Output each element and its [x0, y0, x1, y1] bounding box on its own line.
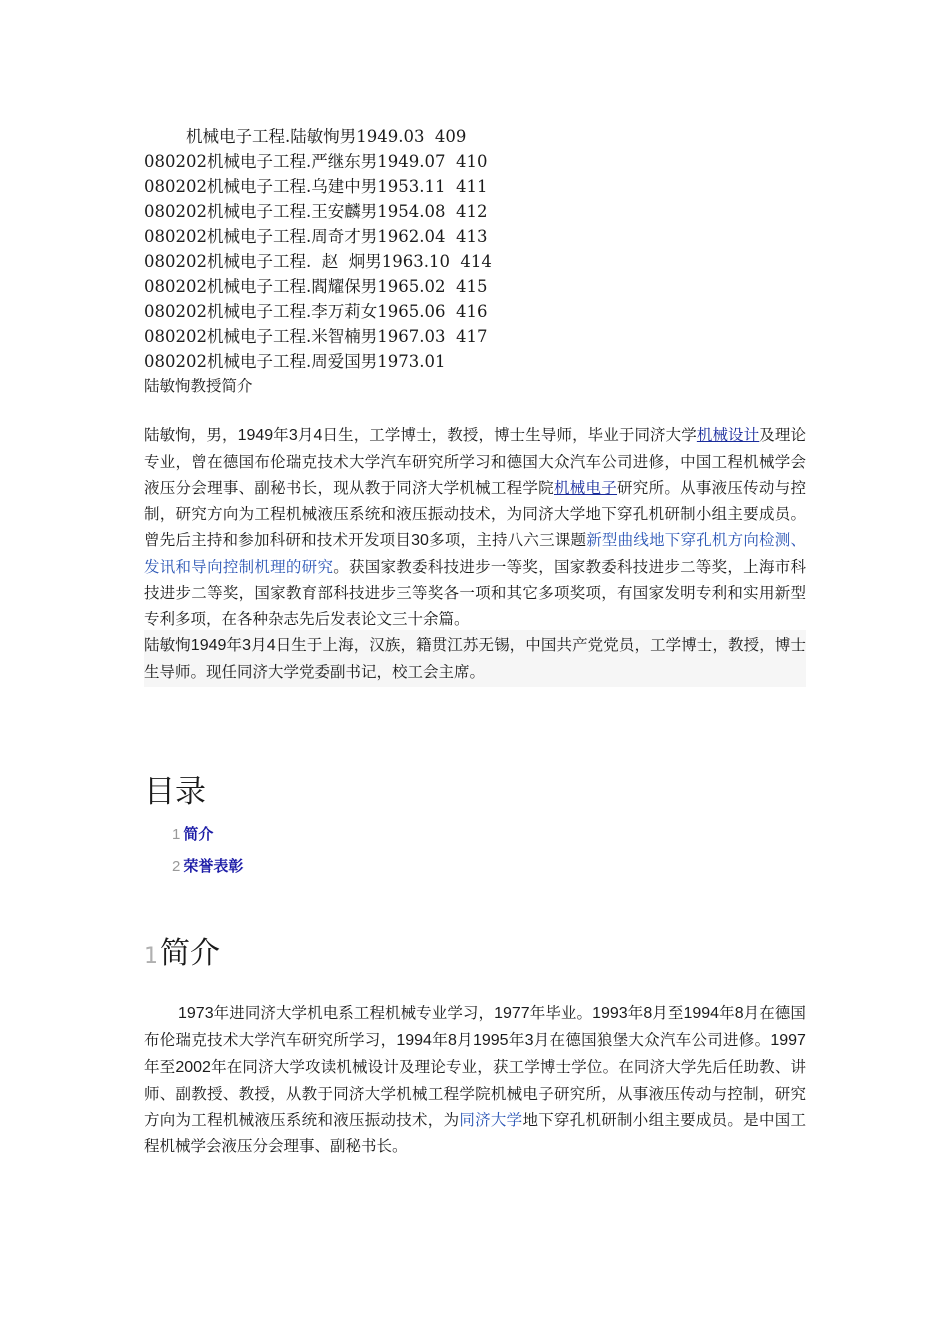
- roster-row: 080202机械电子工程.严继东男1949.07 410: [144, 152, 488, 171]
- roster-row: 080202机械电子工程. 赵 炯男1963.10 414: [144, 252, 492, 271]
- roster-row: 080202机械电子工程.米智楠男1967.03 417: [144, 327, 488, 346]
- roster-row: 080202机械电子工程.王安麟男1954.08 412: [144, 202, 488, 221]
- roster-row: 080202机械电子工程.周爱国男1973.01: [144, 352, 446, 371]
- summary-box: 陆敏恂1949年3月4日生于上海，汉族，籍贯江苏无锡，中国共产党党员，工学博士，教授，博士生导师。现任同济大学党委副书记，校工会主席。: [144, 630, 806, 687]
- roster-row: 080202机械电子工程.周奇才男1962.04 413: [144, 227, 488, 246]
- link-mechanical-design[interactable]: 机械设计: [696, 426, 760, 444]
- roster-row: 机械电子工程.陆敏恂男1949.03 409: [144, 127, 467, 146]
- section-heading-intro: 1简介: [144, 936, 220, 971]
- toc-heading: 目录: [144, 774, 206, 810]
- roster-row: 080202机械电子工程.李万莉女1965.06 416: [144, 302, 488, 321]
- roster-row: 080202机械电子工程.乌建中男1953.11 411: [144, 177, 488, 196]
- intro-paragraph: 1973年进同济大学机电系工程机械专业学习，1977年毕业。1993年8月至1994年8月在德国布伦瑞克技术大学汽车研究所学习，1994年8月1995年3月在德国狼堡大众汽车公司进修。1997年至2002年在同济大学攻读机械设计及理论专业，获工学博士学位。在同济大学先后任助教、讲师、副教授、教授，从教于同济大学机械工程学院机械电子研究所，从事液压传动与控制，研究方向为工程机械液压系统和液压振动技术，为同济大学地下穿孔机研制小组主要成员。是中国工程机械学会液压分会理事、副秘书长。: [144, 1004, 806, 1155]
- faculty-roster: [144, 124, 644, 399]
- toc-item-honors[interactable]: 2 荣誉表彰: [172, 858, 244, 875]
- roster-row: 080202机械电子工程.閻耀保男1965.02 415: [144, 277, 488, 296]
- toc-item-intro[interactable]: 1 简介: [172, 826, 214, 843]
- link-research-project[interactable]: 新型曲线地下穿孔机方向检测、发讯和导向控制机理的研究: [144, 531, 806, 576]
- link-tongji-university[interactable]: 同济大学: [459, 1111, 523, 1129]
- profile-heading: 陆敏恂教授简介: [144, 377, 253, 395]
- link-mechatronics[interactable]: 机械电子: [553, 479, 618, 497]
- bio-paragraph: 陆敏恂，男，1949年3月4日生，工学博士，教授，博士生导师，毕业于同济大学机械设计及理论专业，曾在德国布伦瑞克技术大学汽车研究所学习和德国大众汽车公司进修，中国工程机械学会液压分会理事、副秘书长，现从教于同济大学机械工程学院机械电子研究所。从事液压传动与控制，研究方向为工程机械液压系统和液压振动技术，为同济大学地下穿孔机研制小组主要成员。曾先后主持和参加科研和技术开发项目30多项，主持八六三课题新型曲线地下穿孔机方向检测、发讯和导向控制机理的研究。获国家教委科技进步一等奖，国家教委科技进步二等奖，上海市科技进步二等奖，国家教育部科技进步三等奖各一项和其它多项奖项，有国家发明专利和实用新型专利多项，在各种杂志先后发表论文三十余篇。: [144, 426, 806, 628]
